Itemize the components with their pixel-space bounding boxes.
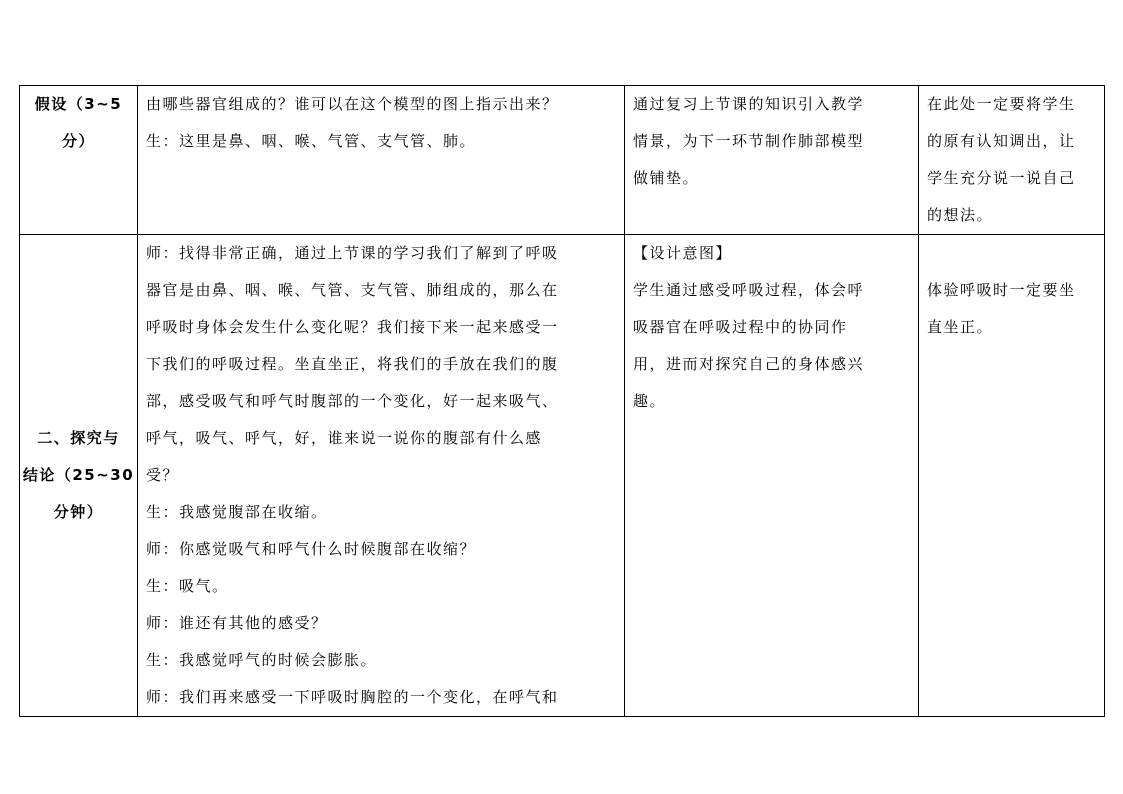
notes-text: 直坐正。 bbox=[927, 318, 994, 336]
stage-text: 结论（25~30 bbox=[22, 466, 135, 484]
design-intent-heading: 【设计意图】 bbox=[633, 244, 733, 262]
process-text: 生：我感觉呼气的时候会膨胀。 bbox=[146, 651, 378, 669]
notes-text: 的想法。 bbox=[927, 206, 994, 224]
table-row bbox=[20, 86, 1105, 235]
process-text: 师：你感觉吸气和呼气什么时候腹部在收缩？ bbox=[146, 540, 477, 558]
process-text: 师：我们再来感受一下呼吸时胸腔的一个变化，在呼气和 bbox=[146, 688, 559, 706]
stage-text: 分钟） bbox=[53, 503, 104, 521]
process-text: 生：吸气。 bbox=[146, 577, 229, 595]
design-cell bbox=[625, 86, 919, 235]
stage-cell bbox=[20, 235, 138, 717]
process-text: 呼气，吸气、呼气，好，谁来说一说你的腹部有什么感 bbox=[146, 429, 543, 447]
process-text: 师：谁还有其他的感受？ bbox=[146, 614, 328, 632]
notes-cell bbox=[919, 86, 1105, 235]
notes-text: 体验呼吸时一定要坐 bbox=[927, 281, 1076, 299]
process-text: 师：找得非常正确，通过上节课的学习我们了解到了呼吸 bbox=[146, 244, 559, 262]
lesson-plan-table bbox=[19, 85, 1105, 717]
process-text: 生：我感觉腹部在收缩。 bbox=[146, 503, 328, 521]
notes-text: 在此处一定要将学生 bbox=[927, 95, 1076, 113]
design-text: 趣。 bbox=[633, 392, 667, 410]
process-text: 受？ bbox=[146, 466, 180, 484]
notes-text: 学生充分说一说自己 bbox=[927, 169, 1076, 187]
process-cell bbox=[138, 235, 625, 717]
design-text: 情景，为下一环节制作肺部模型 bbox=[633, 132, 865, 150]
process-text: 生：这里是鼻、咽、喉、气管、支气管、肺。 bbox=[146, 132, 477, 150]
process-text: 下我们的呼吸过程。坐直坐正，将我们的手放在我们的腹 bbox=[146, 355, 559, 373]
design-text: 学生通过感受呼吸过程，体会呼 bbox=[633, 281, 865, 299]
notes-cell bbox=[919, 235, 1105, 717]
process-text: 呼吸时身体会发生什么变化呢？我们接下来一起来感受一 bbox=[146, 318, 559, 336]
process-text: 部，感受吸气和呼气时腹部的一个变化，好一起来吸气、 bbox=[146, 392, 559, 410]
stage-text: 分） bbox=[61, 132, 95, 150]
stage-cell bbox=[20, 86, 138, 235]
design-text: 用，进而对探究自己的身体感兴 bbox=[633, 355, 865, 373]
design-text: 吸器官在呼吸过程中的协同作 bbox=[633, 318, 848, 336]
stage-text: 假设（3~5 bbox=[34, 95, 123, 113]
process-text: 由哪些器官组成的？谁可以在这个模型的图上指示出来？ bbox=[146, 95, 559, 113]
design-text: 做铺垫。 bbox=[633, 169, 700, 187]
process-cell bbox=[138, 86, 625, 235]
stage-text: 二、探究与 bbox=[37, 429, 120, 447]
notes-spacer bbox=[927, 235, 1098, 272]
table-row bbox=[20, 235, 1105, 717]
design-text: 通过复习上节课的知识引入教学 bbox=[633, 95, 865, 113]
design-cell bbox=[625, 235, 919, 717]
notes-text: 的原有认知调出，让 bbox=[927, 132, 1076, 150]
process-text: 器官是由鼻、咽、喉、气管、支气管、肺组成的，那么在 bbox=[146, 281, 559, 299]
